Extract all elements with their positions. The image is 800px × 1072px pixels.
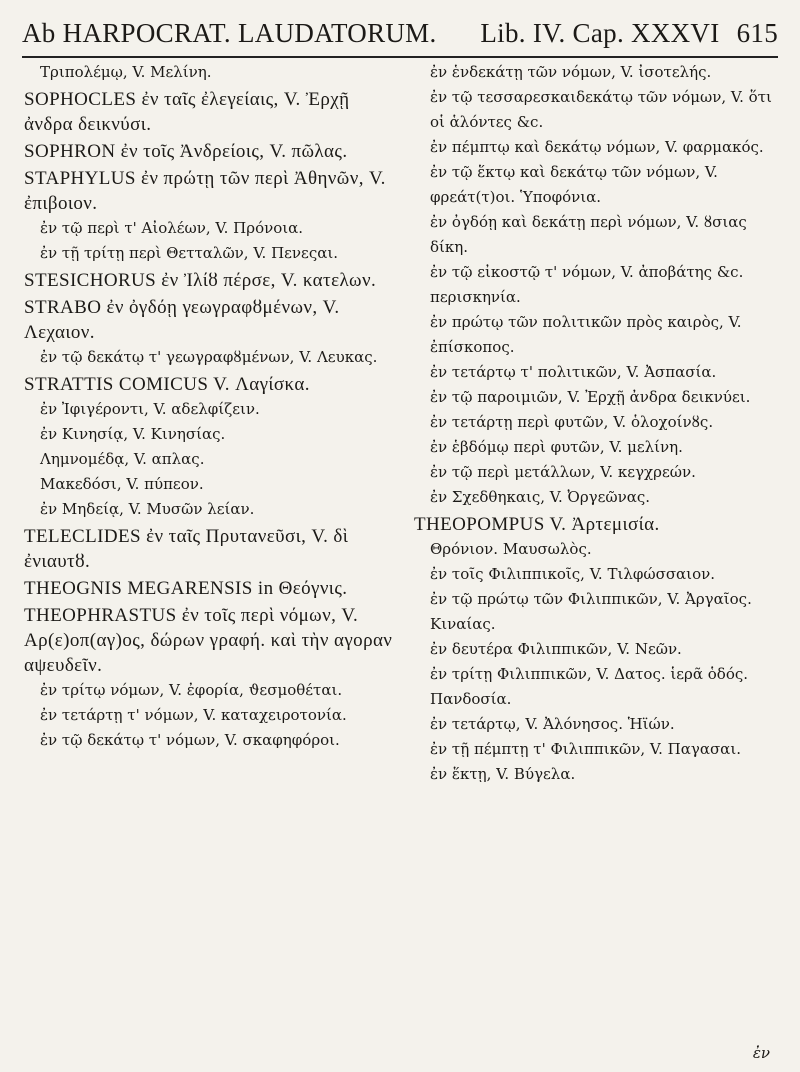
index-subentry: ἐν δευτέρα Φιλιππικῶν, V. Νεῶν. xyxy=(430,640,682,658)
index-subentry: ἐν τρίτῃ Φιλιππικῶν, V. Δατος. ἱερᾶ ὁδός. Πανδοσία. xyxy=(430,665,749,708)
index-heading-entry: STRABO ἐν ὀγδόῃ γεωγραφȣμένων, V. Λεχαιον. xyxy=(24,297,340,343)
index-subentry: ἐν τῇ πέμπτῃ τ' Φιλιππικῶν, V. Παγασαι. xyxy=(430,740,741,758)
index-heading-entry: STESICHORUS ἐν Ἰλίȣ πέρσε, V. κατελων. xyxy=(24,270,377,291)
index-heading-entry: STAPHYLUS ἐν πρώτῃ τῶν περὶ Ἀθηνῶν, V. ἐπιβοιον. xyxy=(24,168,386,214)
index-subentry: ἐν Κινησίᾳ, V. Κινησίας. xyxy=(40,425,226,443)
header-rule xyxy=(22,56,778,58)
index-subentry: ἐν τῷ ἕκτῳ καὶ δεκάτῳ τῶν νόμων, V. φρεάτ(τ)οι. Ὑποφόνια. xyxy=(430,163,718,206)
index-subentry: ἐν Ἰφιγέροντι, V. αδελφίζειν. xyxy=(40,400,260,418)
index-subentry: ἐν τετάρτῳ τ' πολιτικῶν, V. Ἀσπασία. xyxy=(430,363,717,381)
page-number: 615 xyxy=(736,18,778,48)
index-subentry: ἐν τῷ παροιμιῶν, V. Ἐρχῇ ἀνδρα δεικνύει. xyxy=(430,388,751,406)
catchword: ἐν xyxy=(752,1044,770,1062)
index-subentry: ἐν πρώτῳ τῶν πολιτικῶν πρὸς καιρὸς, V. ἐπίσκοπος. xyxy=(430,313,742,356)
index-subentry: ἐν ἕκτῃ, V. Βύγελα. xyxy=(430,765,576,783)
index-subentry: ἐν τετάρτῳ, V. Ἀλόνησος. Ἡϊών. xyxy=(430,715,675,733)
index-subentry: ἐν ἑβδόμῳ περὶ φυτῶν, V. μελίνη. xyxy=(430,438,683,456)
index-subentry: ἐν τῷ εἰκοστῷ τ' νόμων, V. ἀποβάτης &c. περισκηνία. xyxy=(430,263,744,306)
index-subentry: ἐν πέμπτῳ καὶ δεκάτῳ νόμων, V. φαρμακός. xyxy=(430,138,764,156)
index-subentry: ἐν Μηδείᾳ, V. Μυσῶν λείαν. xyxy=(40,500,255,518)
index-subentry: ἐν τῷ δεκάτῳ τ' γεωγραφȣμένων, V. Λευκας. xyxy=(40,348,378,366)
index-subentry: ἐν Σχεδθηκαις, V. Ὀργεῶνας. xyxy=(430,488,651,506)
index-heading-entry: TELECLIDES ἐν ταῖς Πρυτανεῦσι, V. δὶ ἐνιαυτȣ. xyxy=(24,526,349,572)
index-heading-entry: THEOPOMPUS V. Ἀρτεμισία. xyxy=(414,514,660,535)
running-title: Ab HARPOCRAT. LAUDATORUM. xyxy=(22,18,437,48)
right-column xyxy=(414,60,786,787)
index-heading-entry: THEOGNIS MEGARENSIS in Θεόγνις. xyxy=(24,578,348,599)
book-chapter xyxy=(480,18,778,49)
index-subentry: ἐν ἑνδεκάτῃ τῶν νόμων, V. ἰσοτελής. xyxy=(430,63,712,81)
index-heading-entry: SOPHOCLES ἐν ταῖς ἐλεγείαις, V. Ἐρχῇ ἀνδρα δεικνύσι. xyxy=(24,89,350,135)
index-heading-entry: SOPHRON ἐν τοῖς Ἀνδρείοις, V. πῶλας. xyxy=(24,141,348,162)
index-subentry: ἐν τῷ πρώτῳ τῶν Φιλιππικῶν, V. Ἀργαῖος. Κιναίας. xyxy=(430,590,752,633)
index-subentry: ἐν τετάρτῃ τ' νόμων, V. καταχειροτονία. xyxy=(40,706,347,724)
index-subentry: Λημνομέδᾳ, V. απλας. xyxy=(40,450,205,468)
index-subentry: ἐν τῷ τεσσαρεσκαιδεκάτῳ τῶν νόμων, V. ὅτι οἱ ἁλόντες &c. xyxy=(430,88,772,131)
index-subentry: ἐν τετάρτῃ περὶ φυτῶν, V. ὁλοχοίνȣς. xyxy=(430,413,714,431)
chapter-label: Lib. IV. Cap. XXXVI xyxy=(480,18,720,48)
index-subentry: Τριπολέμῳ, V. Μελίνη. xyxy=(40,63,212,81)
index-subentry: ἐν τῷ περὶ μετάλλων, V. κεγχρεών. xyxy=(430,463,696,481)
index-subentry: ἐν τρίτῳ νόμων, V. ἐφορία, ϑεσμοθέται. xyxy=(40,681,343,699)
index-subentry: ἐν τῷ περὶ τ' Αἰολέων, V. Πρόνοια. xyxy=(40,219,304,237)
index-subentry: Μακεδόσι, V. πύπεον. xyxy=(40,475,204,493)
index-heading-entry: THEOPHRASTUS ἐν τοῖς περὶ νόμων, V. Αρ(ε)οπ(αγ)ος, δώρων γραφή. καὶ τὴν αγοραν αψευδεῖν. xyxy=(24,605,393,676)
index-heading-entry: STRATTIS COMICUS V. Λαγίσκα. xyxy=(24,374,310,395)
index-subentry: ἐν τοῖς Φιλιππικοῖς, V. Τιλφώσσαιον. xyxy=(430,565,715,583)
index-subentry: ἐν τῇ τρίτῃ περὶ Θετταλῶν, V. Πενεςαι. xyxy=(40,244,338,262)
index-subentry: Θρόνιον. Μαυσωλὸς. xyxy=(430,540,592,558)
index-subentry: ἐν τῷ δεκάτῳ τ' νόμων, V. σκαφηφόροι. xyxy=(40,731,340,749)
index-subentry: ἐν ὀγδόῃ καὶ δεκάτῃ περὶ νόμων, V. ȣσιας δίκη. xyxy=(430,213,747,256)
left-column xyxy=(24,60,396,753)
running-header xyxy=(22,18,778,49)
